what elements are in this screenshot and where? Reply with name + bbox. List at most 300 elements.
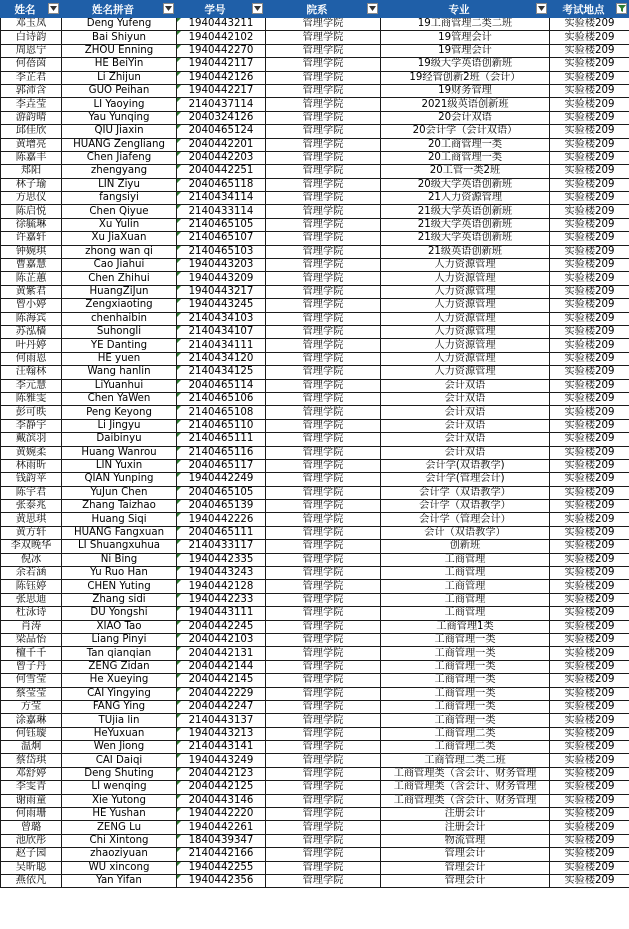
pinyin-cell[interactable]: Deng Yufeng bbox=[62, 18, 177, 31]
department-cell[interactable]: 管理学院 bbox=[266, 178, 381, 191]
exam-location-cell[interactable]: 实验楼209 bbox=[550, 526, 629, 539]
student-id-cell[interactable]: 2140434107 bbox=[177, 325, 266, 338]
department-cell[interactable]: 管理学院 bbox=[266, 540, 381, 553]
student-id-cell[interactable]: 1940443213 bbox=[177, 727, 266, 740]
exam-location-cell[interactable]: 实验楼209 bbox=[550, 714, 629, 727]
major-cell[interactable]: 工商管理类（含会计、财务管理 bbox=[381, 767, 550, 780]
student-id-cell[interactable]: 2040442125 bbox=[177, 781, 266, 794]
name-cell[interactable]: 何雨恩 bbox=[1, 352, 62, 365]
dropdown-arrow-icon[interactable] bbox=[163, 3, 174, 14]
major-cell[interactable]: 会计双语 bbox=[381, 433, 550, 446]
department-cell[interactable]: 管理学院 bbox=[266, 620, 381, 633]
name-cell[interactable]: 方思仪 bbox=[1, 192, 62, 205]
pinyin-cell[interactable]: Bai Shiyun bbox=[62, 31, 177, 44]
student-id-cell[interactable]: 2040465111 bbox=[177, 526, 266, 539]
pinyin-cell[interactable]: Zhang sidi bbox=[62, 593, 177, 606]
pinyin-cell[interactable]: He Xueying bbox=[62, 674, 177, 687]
major-cell[interactable]: 工商管理一类 bbox=[381, 647, 550, 660]
exam-location-cell[interactable]: 实验楼209 bbox=[550, 607, 629, 620]
exam-location-cell[interactable]: 实验楼209 bbox=[550, 875, 629, 888]
exam-location-cell[interactable]: 实验楼209 bbox=[550, 567, 629, 580]
pinyin-cell[interactable]: CAI Daiqi bbox=[62, 754, 177, 767]
pinyin-cell[interactable]: Yan Yifan bbox=[62, 875, 177, 888]
name-cell[interactable]: 倪冰 bbox=[1, 553, 62, 566]
pinyin-cell[interactable]: LI Shuangxuhua bbox=[62, 540, 177, 553]
major-cell[interactable]: 工商管理二类二班 bbox=[381, 754, 550, 767]
student-id-cell[interactable]: 1940442335 bbox=[177, 553, 266, 566]
department-cell[interactable]: 管理学院 bbox=[266, 500, 381, 513]
major-cell[interactable]: 20工商管理一类 bbox=[381, 151, 550, 164]
department-cell[interactable]: 管理学院 bbox=[266, 218, 381, 231]
major-cell[interactable]: 工商管理1类 bbox=[381, 620, 550, 633]
name-cell[interactable]: 汪翰林 bbox=[1, 366, 62, 379]
pinyin-cell[interactable]: LI Yaoying bbox=[62, 98, 177, 111]
dropdown-arrow-icon[interactable] bbox=[48, 3, 59, 14]
exam-location-cell[interactable]: 实验楼209 bbox=[550, 178, 629, 191]
student-id-cell[interactable]: 1940442217 bbox=[177, 84, 266, 97]
pinyin-cell[interactable]: CAI Yingying bbox=[62, 687, 177, 700]
major-cell[interactable]: 人力资源管理 bbox=[381, 272, 550, 285]
name-cell[interactable]: 梁品怡 bbox=[1, 633, 62, 646]
exam-location-cell[interactable]: 实验楼209 bbox=[550, 245, 629, 258]
pinyin-cell[interactable]: Deng Shuting bbox=[62, 767, 177, 780]
major-cell[interactable]: 工商管理类（含会计、财务管理 bbox=[381, 781, 550, 794]
department-cell[interactable]: 管理学院 bbox=[266, 419, 381, 432]
major-cell[interactable]: 20工商管理一类 bbox=[381, 138, 550, 151]
name-cell[interactable]: 曾子丹 bbox=[1, 660, 62, 673]
department-cell[interactable]: 管理学院 bbox=[266, 633, 381, 646]
major-cell[interactable]: 工商管理一类 bbox=[381, 660, 550, 673]
name-cell[interactable]: 陈雅雯 bbox=[1, 392, 62, 405]
exam-location-cell[interactable]: 实验楼209 bbox=[550, 125, 629, 138]
name-cell[interactable]: 陈芷蕙 bbox=[1, 272, 62, 285]
pinyin-cell[interactable]: Xu Yulin bbox=[62, 218, 177, 231]
department-cell[interactable]: 管理学院 bbox=[266, 593, 381, 606]
pinyin-cell[interactable]: Daibinyu bbox=[62, 433, 177, 446]
student-id-cell[interactable]: 2140442166 bbox=[177, 848, 266, 861]
pinyin-cell[interactable]: Cao Jiahui bbox=[62, 259, 177, 272]
department-cell[interactable]: 管理学院 bbox=[266, 848, 381, 861]
department-cell[interactable]: 管理学院 bbox=[266, 473, 381, 486]
name-cell[interactable]: 彭可昳 bbox=[1, 406, 62, 419]
department-cell[interactable]: 管理学院 bbox=[266, 58, 381, 71]
student-id-cell[interactable]: 1940443203 bbox=[177, 259, 266, 272]
student-id-cell[interactable]: 2140443137 bbox=[177, 714, 266, 727]
department-cell[interactable]: 管理学院 bbox=[266, 125, 381, 138]
exam-location-cell[interactable]: 实验楼209 bbox=[550, 44, 629, 57]
pinyin-cell[interactable]: YuJun Chen bbox=[62, 486, 177, 499]
student-id-cell[interactable]: 2040443146 bbox=[177, 794, 266, 807]
pinyin-cell[interactable]: ZENG Zidan bbox=[62, 660, 177, 673]
department-cell[interactable]: 管理学院 bbox=[266, 111, 381, 124]
department-cell[interactable]: 管理学院 bbox=[266, 272, 381, 285]
pinyin-cell[interactable]: LI wenqing bbox=[62, 781, 177, 794]
dropdown-arrow-icon[interactable] bbox=[536, 3, 547, 14]
exam-location-cell[interactable]: 实验楼209 bbox=[550, 500, 629, 513]
department-cell[interactable]: 管理学院 bbox=[266, 18, 381, 31]
name-cell[interactable]: 吴昕聪 bbox=[1, 861, 62, 874]
pinyin-cell[interactable]: ZENG Lu bbox=[62, 821, 177, 834]
pinyin-cell[interactable]: Li Jingyu bbox=[62, 419, 177, 432]
pinyin-cell[interactable]: CHEN Yuting bbox=[62, 580, 177, 593]
department-cell[interactable]: 管理学院 bbox=[266, 875, 381, 888]
column-header-department[interactable] bbox=[266, 1, 381, 18]
major-cell[interactable]: 物流管理 bbox=[381, 834, 550, 847]
department-cell[interactable]: 管理学院 bbox=[266, 767, 381, 780]
name-cell[interactable]: 蔡岱琪 bbox=[1, 754, 62, 767]
name-cell[interactable]: 郑阳 bbox=[1, 165, 62, 178]
student-id-cell[interactable]: 2040465139 bbox=[177, 500, 266, 513]
name-cell[interactable]: 徐毓琳 bbox=[1, 218, 62, 231]
pinyin-cell[interactable]: Chen YaWen bbox=[62, 392, 177, 405]
department-cell[interactable]: 管理学院 bbox=[266, 808, 381, 821]
major-cell[interactable]: 19财务管理 bbox=[381, 84, 550, 97]
major-cell[interactable]: 管理会计 bbox=[381, 848, 550, 861]
department-cell[interactable]: 管理学院 bbox=[266, 31, 381, 44]
major-cell[interactable]: 管理会计 bbox=[381, 861, 550, 874]
major-cell[interactable]: 人力资源管理 bbox=[381, 325, 550, 338]
pinyin-cell[interactable]: Yau Yunqing bbox=[62, 111, 177, 124]
student-id-cell[interactable]: 1940442356 bbox=[177, 875, 266, 888]
pinyin-cell[interactable]: Suhongli bbox=[62, 325, 177, 338]
pinyin-cell[interactable]: GUO Peihan bbox=[62, 84, 177, 97]
pinyin-cell[interactable]: zhengyang bbox=[62, 165, 177, 178]
student-id-cell[interactable]: 2040465105 bbox=[177, 486, 266, 499]
column-header-major[interactable] bbox=[381, 1, 550, 18]
department-cell[interactable]: 管理学院 bbox=[266, 567, 381, 580]
department-cell[interactable]: 管理学院 bbox=[266, 513, 381, 526]
department-cell[interactable]: 管理学院 bbox=[266, 366, 381, 379]
major-cell[interactable]: 工商管理 bbox=[381, 593, 550, 606]
name-cell[interactable]: 陈钰婷 bbox=[1, 580, 62, 593]
department-cell[interactable]: 管理学院 bbox=[266, 700, 381, 713]
exam-location-cell[interactable]: 实验楼209 bbox=[550, 18, 629, 31]
major-cell[interactable]: 人力资源管理 bbox=[381, 312, 550, 325]
name-cell[interactable]: 何雨珊 bbox=[1, 808, 62, 821]
student-id-cell[interactable]: 2040324126 bbox=[177, 111, 266, 124]
name-cell[interactable]: 林子瑜 bbox=[1, 178, 62, 191]
name-cell[interactable]: 陈宇君 bbox=[1, 486, 62, 499]
department-cell[interactable]: 管理学院 bbox=[266, 727, 381, 740]
exam-location-cell[interactable]: 实验楼209 bbox=[550, 486, 629, 499]
major-cell[interactable]: 工商管理 bbox=[381, 580, 550, 593]
exam-location-cell[interactable]: 实验楼209 bbox=[550, 272, 629, 285]
exam-location-cell[interactable]: 实验楼209 bbox=[550, 31, 629, 44]
name-cell[interactable]: 涂嘉琳 bbox=[1, 714, 62, 727]
name-cell[interactable]: 邓玉凤 bbox=[1, 18, 62, 31]
student-id-cell[interactable]: 1940443209 bbox=[177, 272, 266, 285]
pinyin-cell[interactable]: ZHOU Enning bbox=[62, 44, 177, 57]
student-id-cell[interactable]: 2140433117 bbox=[177, 540, 266, 553]
exam-location-cell[interactable]: 实验楼209 bbox=[550, 580, 629, 593]
exam-location-cell[interactable]: 实验楼209 bbox=[550, 473, 629, 486]
department-cell[interactable]: 管理学院 bbox=[266, 392, 381, 405]
department-cell[interactable]: 管理学院 bbox=[266, 754, 381, 767]
major-cell[interactable]: 人力资源管理 bbox=[381, 285, 550, 298]
pinyin-cell[interactable]: TUjia lin bbox=[62, 714, 177, 727]
exam-location-cell[interactable]: 实验楼209 bbox=[550, 325, 629, 338]
exam-location-cell[interactable]: 实验楼209 bbox=[550, 419, 629, 432]
name-cell[interactable]: 余若涵 bbox=[1, 567, 62, 580]
major-cell[interactable]: 19级大学英语创新班 bbox=[381, 58, 550, 71]
student-id-cell[interactable]: 2040442103 bbox=[177, 633, 266, 646]
major-cell[interactable]: 21级大学英语创新班 bbox=[381, 232, 550, 245]
student-id-cell[interactable]: 2140465103 bbox=[177, 245, 266, 258]
name-cell[interactable]: 李静宇 bbox=[1, 419, 62, 432]
pinyin-cell[interactable]: Xu JiaXuan bbox=[62, 232, 177, 245]
dropdown-arrow-icon[interactable] bbox=[252, 3, 263, 14]
major-cell[interactable]: 工商管理一类 bbox=[381, 687, 550, 700]
department-cell[interactable]: 管理学院 bbox=[266, 138, 381, 151]
name-cell[interactable]: 李元慧 bbox=[1, 379, 62, 392]
exam-location-cell[interactable]: 实验楼209 bbox=[550, 433, 629, 446]
department-cell[interactable]: 管理学院 bbox=[266, 285, 381, 298]
student-id-cell[interactable]: 2040442251 bbox=[177, 165, 266, 178]
exam-location-cell[interactable]: 实验楼209 bbox=[550, 259, 629, 272]
department-cell[interactable]: 管理学院 bbox=[266, 674, 381, 687]
student-id-cell[interactable]: 2140465111 bbox=[177, 433, 266, 446]
name-cell[interactable]: 黄婉柔 bbox=[1, 446, 62, 459]
student-id-cell[interactable]: 2040465117 bbox=[177, 459, 266, 472]
major-cell[interactable]: 注册会计 bbox=[381, 821, 550, 834]
pinyin-cell[interactable]: Wang hanlin bbox=[62, 366, 177, 379]
student-id-cell[interactable]: 2140465108 bbox=[177, 406, 266, 419]
pinyin-cell[interactable]: Ni Bing bbox=[62, 553, 177, 566]
name-cell[interactable]: 曹嘉慧 bbox=[1, 259, 62, 272]
exam-location-cell[interactable]: 实验楼209 bbox=[550, 674, 629, 687]
name-cell[interactable]: 张思迪 bbox=[1, 593, 62, 606]
pinyin-cell[interactable]: Huang Wanrou bbox=[62, 446, 177, 459]
exam-location-cell[interactable]: 实验楼209 bbox=[550, 205, 629, 218]
pinyin-cell[interactable]: Liang Pinyi bbox=[62, 633, 177, 646]
name-cell[interactable]: 黄增亮 bbox=[1, 138, 62, 151]
pinyin-cell[interactable]: Chen Qiyue bbox=[62, 205, 177, 218]
pinyin-cell[interactable]: DU Yongshi bbox=[62, 607, 177, 620]
exam-location-cell[interactable]: 实验楼209 bbox=[550, 285, 629, 298]
name-cell[interactable]: 邱佳欣 bbox=[1, 125, 62, 138]
column-header-pinyin[interactable] bbox=[62, 1, 177, 18]
name-cell[interactable]: 何钰璇 bbox=[1, 727, 62, 740]
major-cell[interactable]: 19工商管理二类二班 bbox=[381, 18, 550, 31]
exam-location-cell[interactable]: 实验楼209 bbox=[550, 861, 629, 874]
department-cell[interactable]: 管理学院 bbox=[266, 580, 381, 593]
major-cell[interactable]: 20级大学英语创新班 bbox=[381, 178, 550, 191]
major-cell[interactable]: 工商管理一类 bbox=[381, 714, 550, 727]
student-id-cell[interactable]: 2140434120 bbox=[177, 352, 266, 365]
column-header-name[interactable] bbox=[1, 1, 62, 18]
exam-location-cell[interactable]: 实验楼209 bbox=[550, 513, 629, 526]
name-cell[interactable]: 叶丹婷 bbox=[1, 339, 62, 352]
exam-location-cell[interactable]: 实验楼209 bbox=[550, 192, 629, 205]
exam-location-cell[interactable]: 实验楼209 bbox=[550, 232, 629, 245]
name-cell[interactable]: 李双晚华 bbox=[1, 540, 62, 553]
exam-location-cell[interactable]: 实验楼209 bbox=[550, 165, 629, 178]
pinyin-cell[interactable]: QIAN Yunping bbox=[62, 473, 177, 486]
pinyin-cell[interactable]: HuangZiJun bbox=[62, 285, 177, 298]
pinyin-cell[interactable]: HE Yushan bbox=[62, 808, 177, 821]
name-cell[interactable]: 温炯 bbox=[1, 741, 62, 754]
major-cell[interactable]: 19管理会计 bbox=[381, 31, 550, 44]
major-cell[interactable]: 工商管理 bbox=[381, 553, 550, 566]
department-cell[interactable]: 管理学院 bbox=[266, 660, 381, 673]
department-cell[interactable]: 管理学院 bbox=[266, 165, 381, 178]
exam-location-cell[interactable]: 实验楼209 bbox=[550, 138, 629, 151]
student-id-cell[interactable]: 2140434103 bbox=[177, 312, 266, 325]
student-id-cell[interactable]: 2140443141 bbox=[177, 741, 266, 754]
major-cell[interactable]: 会计学（管理会计） bbox=[381, 513, 550, 526]
student-id-cell[interactable]: 1940442270 bbox=[177, 44, 266, 57]
student-id-cell[interactable]: 2140437114 bbox=[177, 98, 266, 111]
major-cell[interactable]: 工商管理 bbox=[381, 567, 550, 580]
department-cell[interactable]: 管理学院 bbox=[266, 714, 381, 727]
name-cell[interactable]: 陈启悦 bbox=[1, 205, 62, 218]
department-cell[interactable]: 管理学院 bbox=[266, 312, 381, 325]
major-cell[interactable]: 会计学（双语教学） bbox=[381, 486, 550, 499]
department-cell[interactable]: 管理学院 bbox=[266, 781, 381, 794]
major-cell[interactable]: 21级英语创新班 bbox=[381, 245, 550, 258]
pinyin-cell[interactable]: Yu Ruo Han bbox=[62, 567, 177, 580]
student-id-cell[interactable]: 2140465106 bbox=[177, 392, 266, 405]
exam-location-cell[interactable]: 实验楼209 bbox=[550, 312, 629, 325]
department-cell[interactable]: 管理学院 bbox=[266, 44, 381, 57]
exam-location-cell[interactable]: 实验楼209 bbox=[550, 151, 629, 164]
student-id-cell[interactable]: 2140434111 bbox=[177, 339, 266, 352]
major-cell[interactable]: 20会计学（会计双语） bbox=[381, 125, 550, 138]
department-cell[interactable]: 管理学院 bbox=[266, 741, 381, 754]
major-cell[interactable]: 人力资源管理 bbox=[381, 352, 550, 365]
department-cell[interactable]: 管理学院 bbox=[266, 794, 381, 807]
student-id-cell[interactable]: 2140434114 bbox=[177, 192, 266, 205]
pinyin-cell[interactable]: LiYuanhui bbox=[62, 379, 177, 392]
major-cell[interactable]: 会计双语 bbox=[381, 392, 550, 405]
department-cell[interactable]: 管理学院 bbox=[266, 834, 381, 847]
exam-location-cell[interactable]: 实验楼209 bbox=[550, 647, 629, 660]
department-cell[interactable]: 管理学院 bbox=[266, 647, 381, 660]
exam-location-cell[interactable]: 实验楼209 bbox=[550, 339, 629, 352]
name-cell[interactable]: 郭沛含 bbox=[1, 84, 62, 97]
major-cell[interactable]: 人力资源管理 bbox=[381, 339, 550, 352]
exam-location-cell[interactable]: 实验楼209 bbox=[550, 687, 629, 700]
major-cell[interactable]: 会计双语 bbox=[381, 379, 550, 392]
exam-location-cell[interactable]: 实验楼209 bbox=[550, 366, 629, 379]
exam-location-cell[interactable]: 实验楼209 bbox=[550, 98, 629, 111]
name-cell[interactable]: 黄方轩 bbox=[1, 526, 62, 539]
major-cell[interactable]: 会计学(管理会计) bbox=[381, 473, 550, 486]
major-cell[interactable]: 会计学（双语教学） bbox=[381, 500, 550, 513]
exam-location-cell[interactable]: 实验楼209 bbox=[550, 754, 629, 767]
student-id-cell[interactable]: 1940442226 bbox=[177, 513, 266, 526]
exam-location-cell[interactable]: 实验楼209 bbox=[550, 553, 629, 566]
student-id-cell[interactable]: 2040442247 bbox=[177, 700, 266, 713]
student-id-cell[interactable]: 1940443111 bbox=[177, 607, 266, 620]
pinyin-cell[interactable]: Peng Keyong bbox=[62, 406, 177, 419]
student-id-cell[interactable]: 2040465114 bbox=[177, 379, 266, 392]
department-cell[interactable]: 管理学院 bbox=[266, 821, 381, 834]
major-cell[interactable]: 工商管理 bbox=[381, 607, 550, 620]
exam-location-cell[interactable]: 实验楼209 bbox=[550, 218, 629, 231]
department-cell[interactable]: 管理学院 bbox=[266, 446, 381, 459]
major-cell[interactable]: 21级大学英语创新班 bbox=[381, 218, 550, 231]
department-cell[interactable]: 管理学院 bbox=[266, 245, 381, 258]
name-cell[interactable]: 游韵晴 bbox=[1, 111, 62, 124]
student-id-cell[interactable]: 2140434125 bbox=[177, 366, 266, 379]
department-cell[interactable]: 管理学院 bbox=[266, 379, 381, 392]
student-id-cell[interactable]: 2040442229 bbox=[177, 687, 266, 700]
column-header-student-id[interactable] bbox=[177, 1, 266, 18]
exam-location-cell[interactable]: 实验楼209 bbox=[550, 111, 629, 124]
pinyin-cell[interactable]: Chi Xintong bbox=[62, 834, 177, 847]
major-cell[interactable]: 19经管创新2班（会计） bbox=[381, 71, 550, 84]
exam-location-cell[interactable]: 实验楼209 bbox=[550, 379, 629, 392]
student-id-cell[interactable]: 1940443249 bbox=[177, 754, 266, 767]
pinyin-cell[interactable]: HE yuen bbox=[62, 352, 177, 365]
name-cell[interactable]: 钱韵苹 bbox=[1, 473, 62, 486]
major-cell[interactable]: 会计学(双语教学) bbox=[381, 459, 550, 472]
student-id-cell[interactable]: 1940442261 bbox=[177, 821, 266, 834]
department-cell[interactable]: 管理学院 bbox=[266, 553, 381, 566]
pinyin-cell[interactable]: HE BeiYin bbox=[62, 58, 177, 71]
major-cell[interactable]: 21级大学英语创新班 bbox=[381, 205, 550, 218]
name-cell[interactable]: 陈海宾 bbox=[1, 312, 62, 325]
pinyin-cell[interactable]: Tan qianqian bbox=[62, 647, 177, 660]
student-id-cell[interactable]: 1940443217 bbox=[177, 285, 266, 298]
department-cell[interactable]: 管理学院 bbox=[266, 433, 381, 446]
major-cell[interactable]: 工商管理二类 bbox=[381, 741, 550, 754]
exam-location-cell[interactable]: 实验楼209 bbox=[550, 767, 629, 780]
exam-location-cell[interactable]: 实验楼209 bbox=[550, 620, 629, 633]
pinyin-cell[interactable]: zhaoziyuan bbox=[62, 848, 177, 861]
student-id-cell[interactable]: 1940442126 bbox=[177, 71, 266, 84]
major-cell[interactable]: 2021级英语创新班 bbox=[381, 98, 550, 111]
student-id-cell[interactable]: 1940443245 bbox=[177, 299, 266, 312]
student-id-cell[interactable]: 2040442203 bbox=[177, 151, 266, 164]
pinyin-cell[interactable]: Xie Yutong bbox=[62, 794, 177, 807]
student-id-cell[interactable]: 2040465118 bbox=[177, 178, 266, 191]
student-id-cell[interactable]: 2140465105 bbox=[177, 218, 266, 231]
pinyin-cell[interactable]: Wen Jiong bbox=[62, 741, 177, 754]
major-cell[interactable]: 会计双语 bbox=[381, 446, 550, 459]
department-cell[interactable]: 管理学院 bbox=[266, 526, 381, 539]
exam-location-cell[interactable]: 实验楼209 bbox=[550, 352, 629, 365]
name-cell[interactable]: 张泰兆 bbox=[1, 500, 62, 513]
exam-location-cell[interactable]: 实验楼209 bbox=[550, 299, 629, 312]
student-id-cell[interactable]: 2040442123 bbox=[177, 767, 266, 780]
pinyin-cell[interactable]: XIAO Tao bbox=[62, 620, 177, 633]
pinyin-cell[interactable]: Zhang Taizhao bbox=[62, 500, 177, 513]
department-cell[interactable]: 管理学院 bbox=[266, 607, 381, 620]
name-cell[interactable]: 曾璐 bbox=[1, 821, 62, 834]
dropdown-arrow-icon[interactable] bbox=[367, 3, 378, 14]
exam-location-cell[interactable]: 实验楼209 bbox=[550, 660, 629, 673]
student-id-cell[interactable]: 1940443211 bbox=[177, 18, 266, 31]
exam-location-cell[interactable]: 实验楼209 bbox=[550, 633, 629, 646]
department-cell[interactable]: 管理学院 bbox=[266, 459, 381, 472]
exam-location-cell[interactable]: 实验楼209 bbox=[550, 848, 629, 861]
pinyin-cell[interactable]: QIU Jiaxin bbox=[62, 125, 177, 138]
pinyin-cell[interactable]: fangsiyi bbox=[62, 192, 177, 205]
exam-location-cell[interactable]: 实验楼209 bbox=[550, 446, 629, 459]
major-cell[interactable]: 人力资源管理 bbox=[381, 366, 550, 379]
department-cell[interactable]: 管理学院 bbox=[266, 205, 381, 218]
student-id-cell[interactable]: 2040442201 bbox=[177, 138, 266, 151]
student-id-cell[interactable]: 1840439347 bbox=[177, 834, 266, 847]
student-id-cell[interactable]: 2040442131 bbox=[177, 647, 266, 660]
exam-location-cell[interactable]: 实验楼209 bbox=[550, 741, 629, 754]
name-cell[interactable]: 蔡莹莹 bbox=[1, 687, 62, 700]
major-cell[interactable]: 创新班 bbox=[381, 540, 550, 553]
student-id-cell[interactable]: 2040442145 bbox=[177, 674, 266, 687]
exam-location-cell[interactable]: 实验楼209 bbox=[550, 84, 629, 97]
